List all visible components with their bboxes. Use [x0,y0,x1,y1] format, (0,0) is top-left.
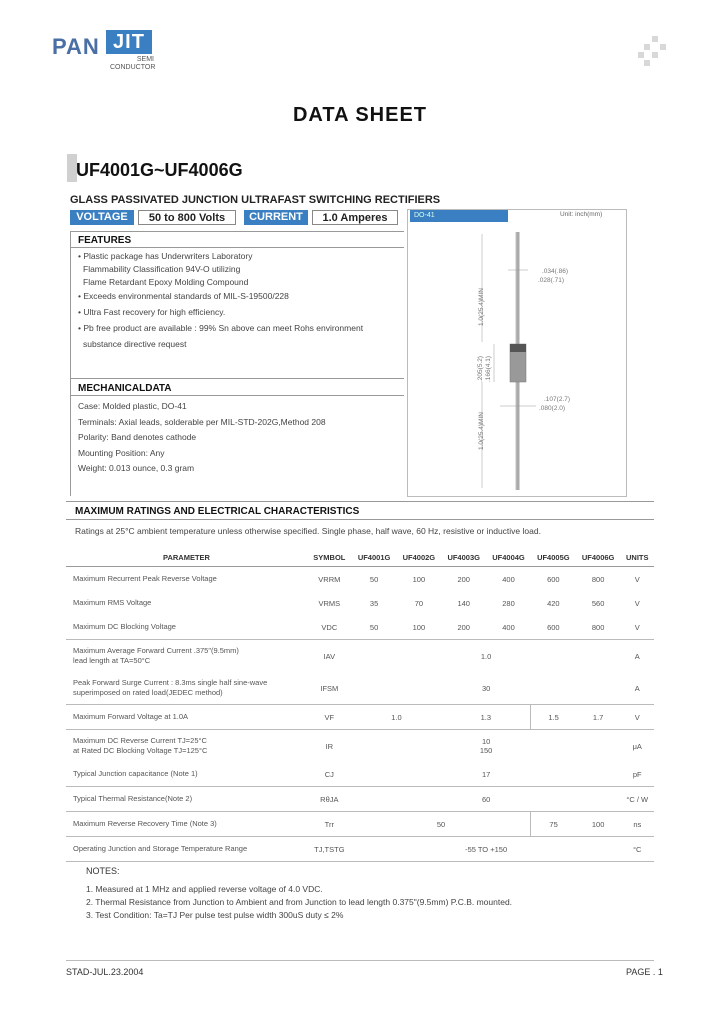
table-row [66,787,654,812]
column-header: UF4001G [352,548,397,567]
value-cell: 1.3 [441,705,531,730]
value-cell: 600 [531,615,576,640]
dim-lead-length-top: 1.0(25.4)MIN [478,288,485,326]
value-cell: 50 [352,615,397,640]
ratings-table [66,548,654,862]
divider [70,231,404,232]
value-cell: 400 [486,615,531,640]
value-cell: 30 [352,672,621,705]
value-cell: 280 [502,598,515,608]
table-row [66,672,654,705]
notes-heading: NOTES: [86,866,120,876]
symbol-cell: IR [325,741,334,751]
value-cell: 1.7 [576,705,621,730]
param-line: at Rated DC Blocking Voltage TJ=125°C [73,746,208,755]
feature-line: • Pb free product are available : 99% Sn above can meet Rohs environment [78,323,364,333]
logo-semi: SEMI [136,56,154,63]
unit-cell: V [621,615,654,640]
param-line: Maximum Average Forward Current .375"(9.5mm) [73,646,239,655]
symbol-cell: VDC [307,615,352,640]
mech-line: Mounting Position: Any [78,448,165,458]
footer-divider [66,960,654,961]
symbol-cell: VF [307,705,352,730]
value-cell: 600 [547,574,560,584]
table-row [66,567,654,592]
diode-drawing [408,222,626,496]
param-cell: Operating Junction and Storage Temperature Range [66,837,307,862]
column-header: PARAMETER [66,548,307,567]
document-title: DATA SHEET [292,104,428,126]
symbol-cell: VRMS [318,598,341,608]
dim-body-dia-2: .080(2.0) [539,405,566,412]
value-cell: 100 [412,574,426,584]
symbol-cell: Trr [307,812,352,837]
value-cell: 200 [441,615,486,640]
decorative-square [644,44,650,50]
unit-cell: μA [632,741,642,751]
column-header: UF4005G [531,548,576,567]
value-cell: 560 [591,598,605,608]
voltage-label: VOLTAGE [70,210,134,225]
unit-cell: °C / W [621,787,654,812]
symbol-cell: IFSM [307,672,352,705]
unit-cell: ns [621,812,654,837]
value-cell: 60 [352,787,621,812]
table-row [66,762,654,787]
value-cell: 1.0 [352,705,442,730]
dim-lead-length-bottom: 1.0(25.4)MIN [478,412,485,450]
param-cell: Maximum Recurrent Peak Reverse Voltage [73,574,217,583]
param-cell: Maximum RMS Voltage [73,598,152,607]
mech-line: Polarity: Band denotes cathode [78,432,197,442]
value-cell: 100 [396,615,441,640]
param-line: lead length at TA=50°C [73,656,151,665]
current-label: CURRENT [244,210,308,225]
features-heading: FEATURES [78,235,132,246]
feature-line: • Plastic package has Underwriters Laboratory [78,251,253,261]
symbol-cell: IAV [323,651,336,661]
logo-jit: JIT [106,30,152,54]
table-row [66,615,654,640]
value-line: 10 [481,737,491,746]
mech-line: Terminals: Axial leads, solderable per MIL-STD-202G,Method 208 [78,417,326,427]
logo-subtext [110,56,154,72]
features-list [78,250,398,351]
unit-cell: °C [621,837,654,862]
unit-cell: V [634,598,640,608]
mechanical-heading: MECHANICALDATA [78,383,172,394]
value-cell: 420 [547,598,560,608]
param-cell: Maximum DC Blocking Voltage [66,615,307,640]
decorative-square [644,60,650,66]
divider [66,519,654,520]
column-header: UF4004G [486,548,531,567]
param-cell [66,640,307,673]
footer-page: PAGE . 1 [626,967,663,977]
unit-cell: A [621,672,654,705]
param-cell: Typical Junction capacitance (Note 1) [66,762,307,787]
logo-pan: PAN [52,34,100,59]
symbol-cell: RθJA [307,787,352,812]
divider [70,395,404,396]
divider [70,231,71,496]
part-number: UF4001G~UF4006G [76,160,243,180]
column-header: UNITS [621,548,654,567]
value-cell: 35 [369,598,379,608]
symbol-cell: TJ,TSTG [307,837,352,862]
param-cell [66,730,307,763]
value-cell: 50 [352,812,531,837]
unit-cell: V [634,574,640,584]
param-line: Peak Forward Surge Current : 8.3ms single half sine-wave [73,678,268,687]
mech-line: Case: Molded plastic, DO-41 [78,401,187,411]
feature-line: • Ultra Fast recovery for high efficiency. [78,307,226,317]
table-row [66,730,654,763]
divider [66,501,654,502]
value-cell: 70 [414,598,424,608]
dim-body-length: .205(5.2) .166(4.1) [477,355,492,382]
logo-conductor: CONDUCTOR [110,64,156,71]
column-header: SYMBOL [307,548,352,567]
divider [70,247,404,248]
decorative-square [652,36,658,42]
value-cell: 800 [576,615,621,640]
decorative-square [660,44,666,50]
unit-cell: V [621,705,654,730]
table-row [66,837,654,862]
feature-line: Flammability Classification 94V-O utilizing [83,264,241,274]
param-cell: Typical Thermal Resistance(Note 2) [66,787,307,812]
value-cell: 200 [457,574,470,584]
package-name: DO-41 [410,210,508,222]
ratings-heading: MAXIMUM RATINGS AND ELECTRICAL CHARACTERISTICS [75,506,360,517]
voltage-value: 50 to 800 Volts [138,210,236,225]
value-line: 150 [479,746,493,755]
cathode-band [510,344,526,352]
param-line: superimposed on rated load(JEDEC method) [73,688,223,697]
current-value: 1.0 Amperes [312,210,398,225]
ratings-note: Ratings at 25°C ambient temperature unless otherwise specified. Single phase, half wave, 60 Hz, resistive or inductive load. [75,526,541,536]
product-subtitle: GLASS PASSIVATED JUNCTION ULTRAFAST SWITCHING RECTIFIERS [70,194,441,206]
feature-line: • Exceeds environmental standards of MIL-S-19500/228 [78,291,289,301]
value-cell: 17 [352,762,621,787]
value-cell: -55 TO +150 [352,837,621,862]
value-cell: 400 [502,574,515,584]
dim-lead-dia-2: .028(.71) [538,277,565,284]
value-cell: 100 [576,812,621,837]
column-header: UF4006G [576,548,621,567]
table-row [66,591,654,615]
divider [70,378,404,379]
value-cell: 140 [457,598,470,608]
decorative-square [652,52,658,58]
unit-cell: pF [621,762,654,787]
unit-cell: A [634,651,640,661]
value-cell: 75 [531,812,576,837]
value-cell: 50 [369,574,379,584]
decorative-square [638,52,644,58]
dim-body-dia-1: .107(2.7) [544,396,571,403]
column-header: UF4003G [441,548,486,567]
param-cell: Maximum Forward Voltage at 1.0A [66,705,307,730]
note-line: 3. Test Condition: Ta=TJ Per pulse test pulse width 300uS duty ≤ 2% [86,910,344,920]
table-header-row [66,548,654,567]
param-cell: Maximum Reverse Recovery Time (Note 3) [66,812,307,837]
value-cell [352,730,621,763]
footer-date: STAD-JUL.23.2004 [66,967,144,977]
param-line: Maximum DC Reverse Current TJ=25°C [73,736,207,745]
value-cell: 800 [591,574,605,584]
value-cell: 1.0 [480,651,492,661]
table-row [66,640,654,673]
feature-line: Flame Retardant Epoxy Molding Compound [83,277,249,287]
dim-lead-dia-1: .034(.86) [542,268,569,275]
feature-line: substance directive request [83,339,187,349]
symbol-cell: VRRM [318,574,341,584]
symbol-cell: CJ [307,762,352,787]
note-line: 1. Measured at 1 MHz and applied reverse voltage of 4.0 VDC. [86,884,323,894]
mech-line: Weight: 0.013 ounce, 0.3 gram [78,463,195,473]
param-cell [66,672,307,705]
table-row [66,812,654,837]
table-row [66,705,654,730]
package-unit: Unit: inch(mm) [560,211,603,218]
value-cell: 1.5 [531,705,576,730]
note-line: 2. Thermal Resistance from Junction to Ambient and from Junction to lead length 0.375"(9.5mm) P.C.B. mounted. [86,897,513,907]
column-header: UF4002G [396,548,441,567]
